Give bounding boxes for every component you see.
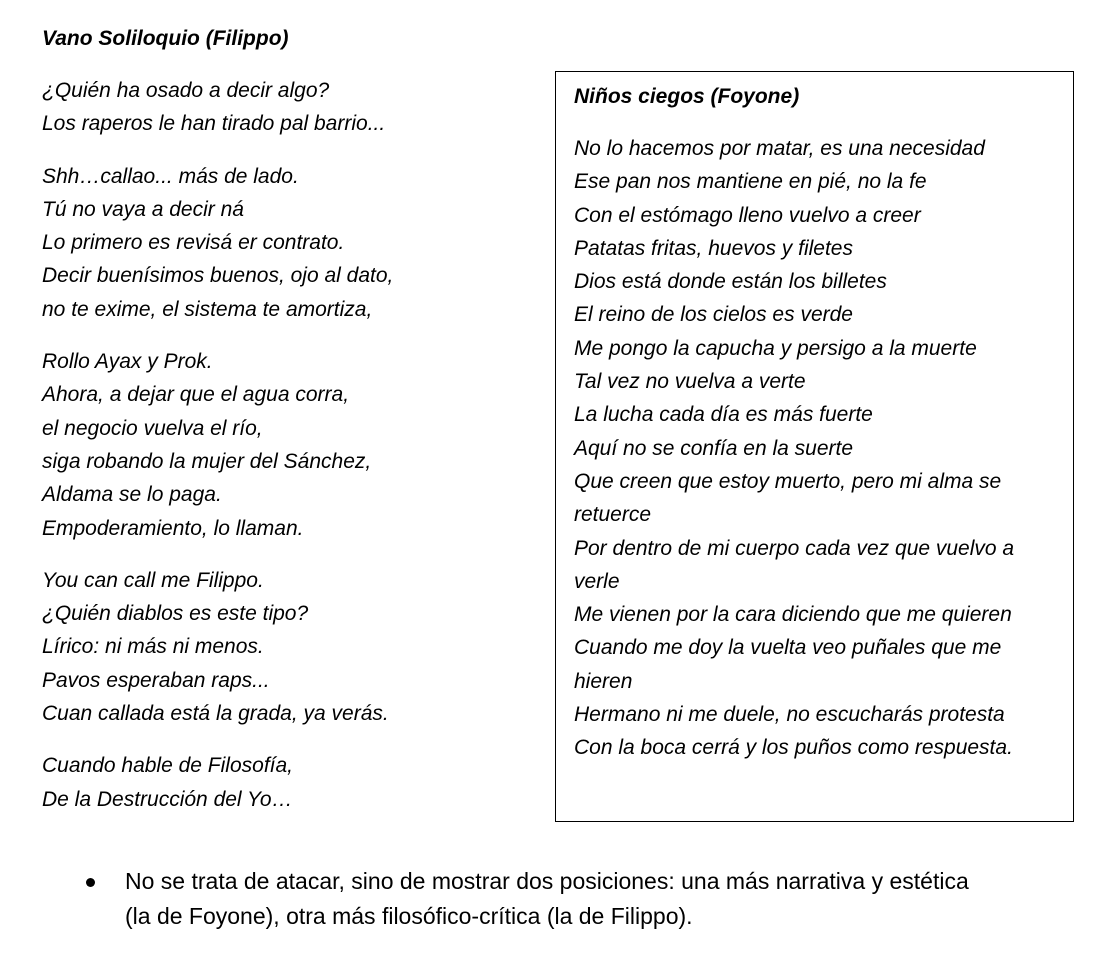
poem-line: ¿Quién diablos es este tipo? — [42, 602, 309, 626]
poem-line: Ahora, a dejar que el agua corra, — [42, 383, 350, 407]
poem-line: Lo primero es revisá er contrato. — [42, 231, 345, 255]
left-poem-stanza — [42, 345, 542, 545]
poem-line: Tal vez no vuelva a verte — [574, 370, 806, 394]
left-poem-stanza — [42, 749, 542, 816]
poem-line: Por dentro de mi cuerpo cada vez que vuelvo a verle — [574, 536, 1015, 593]
poem-line: Cuando hable de Filosofía, — [42, 754, 294, 778]
notes-list — [82, 864, 982, 934]
left-poem-stanza — [42, 160, 542, 326]
poem-line: no te exime, el sistema te amortiza, — [42, 297, 373, 321]
left-poem-stanza — [42, 74, 542, 141]
poem-line: Shh…callao... más de lado. — [42, 164, 299, 188]
poem-line: Cuan callada está la grada, ya verás. — [42, 702, 389, 726]
poem-line: De la Destrucción del Yo… — [42, 787, 293, 811]
poem-line: Me vienen por la cara diciendo que me quieren — [574, 603, 1012, 627]
poem-line: Empoderamiento, lo llaman. — [42, 516, 304, 540]
poem-line: Con el estómago lleno vuelvo a creer — [574, 203, 921, 227]
poem-line: Me pongo la capucha y persigo a la muerte — [574, 336, 977, 360]
poem-line: Patatas fritas, huevos y filetes — [574, 236, 853, 260]
poem-line: Aldama se lo paga. — [42, 483, 222, 507]
poem-line: siga robando la mujer del Sánchez, — [42, 449, 372, 473]
poem-line: Ese pan nos mantiene en pié, no la fe — [574, 170, 927, 194]
right-poem-box — [555, 71, 1074, 822]
left-poem — [42, 24, 542, 835]
poem-line: el negocio vuelva el río, — [42, 416, 263, 440]
poem-line: Tú no vaya a decir ná — [42, 197, 244, 221]
right-poem-body — [574, 132, 1064, 765]
right-poem — [574, 82, 1064, 765]
poem-line: Aquí no se confía en la suerte — [574, 436, 854, 460]
poem-line: No lo hacemos por matar, es una necesidad — [574, 137, 985, 160]
note-text: No se trata de atacar, sino de mostrar dos posiciones: una más narrativa y estética (la de Foyone), otra más filosófico-crítica (la de Filippo). — [125, 868, 969, 929]
poem-line: El reino de los cielos es verde — [574, 303, 853, 327]
poem-line: Dios está donde están los billetes — [574, 270, 887, 294]
left-poem-title: Vano Soliloquio (Filippo) — [42, 27, 289, 50]
poem-line: Cuando me doy la vuelta veo puñales que me hieren — [574, 636, 1002, 693]
poem-line: Que creen que estoy muerto, pero mi alma se retuerce — [574, 469, 1002, 527]
poem-line: Lírico: ni más ni menos. — [42, 635, 264, 659]
note-item — [82, 864, 982, 934]
bullet-icon — [86, 878, 95, 887]
poem-line: Los raperos le han tirado pal barrio... — [42, 112, 386, 136]
poem-line: You can call me Filippo. — [42, 568, 264, 592]
left-poem-stanza — [42, 564, 542, 730]
left-poem-body — [42, 74, 542, 816]
poem-line: ¿Quién ha osado a decir algo? — [42, 79, 330, 102]
poem-line: Hermano ni me duele, no escucharás protesta — [574, 703, 1005, 727]
poem-line: Pavos esperaban raps... — [42, 668, 270, 692]
poem-line: Rollo Ayax y Prok. — [42, 350, 213, 374]
right-poem-title: Niños ciegos (Foyone) — [574, 85, 800, 108]
poem-line: La lucha cada día es más fuerte — [574, 403, 873, 427]
poem-line: Decir buenísimos buenos, ojo al dato, — [42, 264, 394, 288]
poem-line: Con la boca cerrá y los puños como respuesta. — [574, 736, 1013, 760]
